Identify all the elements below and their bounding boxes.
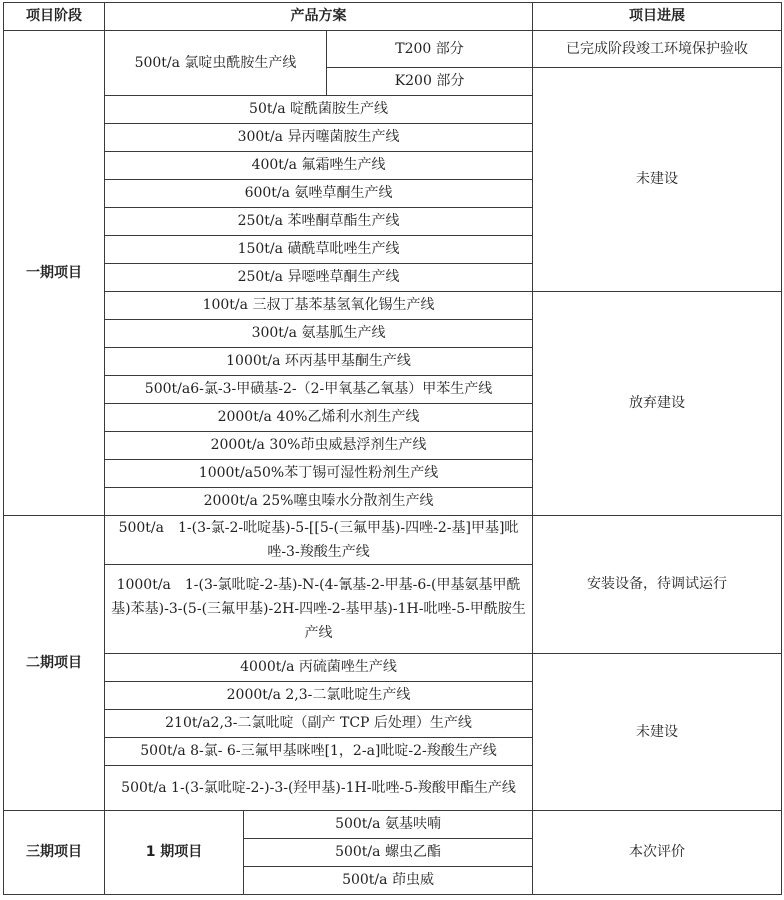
- product-line: 50t/a 啶酰菌胺生产线: [105, 96, 533, 124]
- phase3-label: 三期项目: [4, 811, 105, 895]
- product-line: 2000t/a 2,3-二氯吡啶生产线: [105, 682, 533, 710]
- product-line: 500t/a 8-氯- 6-三氟甲基咪唑[1，2-a]吡啶-2-羧酸生产线: [105, 738, 533, 766]
- product-line: 500t/a 茚虫威: [244, 867, 533, 895]
- phase3-status: 本次评价: [533, 811, 782, 895]
- phase1-t200: T200 部分: [327, 31, 533, 68]
- product-line: 500t/a 1-(3-氯吡啶-2-)-3-(羟甲基)-1H-吡唑-5-羧酸甲酯生产线: [105, 766, 533, 811]
- product-line: 2000t/a 25%噻虫嗪水分散剂生产线: [105, 488, 533, 516]
- product-line: 4000t/a 丙硫菌唑生产线: [105, 654, 533, 682]
- product-line: 2000t/a 40%乙烯利水剂生产线: [105, 404, 533, 432]
- phase1-main-line: 500t/a 氯啶虫酰胺生产线: [105, 31, 327, 96]
- product-line: 500t/a6-氯-3-甲磺基-2-（2-甲氧基乙氧基）甲苯生产线: [105, 376, 533, 404]
- product-line: 150t/a 磺酰草吡唑生产线: [105, 236, 533, 264]
- product-line: 300t/a 氨基胍生产线: [105, 320, 533, 348]
- header-progress: 项目进展: [533, 3, 782, 31]
- product-line: 1000t/a50%苯丁锡可湿性粉剂生产线: [105, 460, 533, 488]
- phase1-status-accepted: 已完成阶段竣工环境保护验收: [533, 31, 782, 68]
- product-line: 500t/a 氨基呋喃: [244, 811, 533, 839]
- phase2-label: 二期项目: [4, 516, 105, 811]
- product-line: 600t/a 氨唑草酮生产线: [105, 180, 533, 208]
- product-line: 500t/a 1-(3-氯-2-吡啶基)-5-[[5-(三氟甲基)-四唑-2-基]甲基]吡唑-3-羧酸生产线: [105, 516, 533, 565]
- phase2-status-not-built: 未建设: [533, 654, 782, 811]
- product-line: 1000t/a 1-(3-氯吡啶-2-基)-N-(4-氰基-2-甲基-6-(甲基氨基甲酰基)苯基)-3-(5-(三氟甲基)-2H-四唑-2-基甲基)-1H-吡唑-5-甲酰胺生产线: [105, 565, 533, 654]
- phase1-label: 一期项目: [4, 31, 105, 516]
- product-line: 250t/a 异噁唑草酮生产线: [105, 264, 533, 292]
- phase2-status-installing: 安装设备，待调试运行: [533, 516, 782, 654]
- product-line: 500t/a 螺虫乙酯: [244, 839, 533, 867]
- project-table: [3, 2, 782, 895]
- header-product: 产品方案: [105, 3, 533, 31]
- header-row: [4, 3, 782, 31]
- header-stage: 项目阶段: [4, 3, 105, 31]
- phase1-status-abandoned: 放弃建设: [533, 292, 782, 516]
- phase3-sub-label: 1 期项目: [105, 811, 244, 895]
- product-line: 250t/a 苯唑酮草酯生产线: [105, 208, 533, 236]
- product-line: 2000t/a 30%茚虫威悬浮剂生产线: [105, 432, 533, 460]
- product-line: 300t/a 异丙噻菌胺生产线: [105, 124, 533, 152]
- product-line: 100t/a 三叔丁基苯基氢氧化锡生产线: [105, 292, 533, 320]
- phase1-status-not-built: 未建设: [533, 68, 782, 292]
- product-line: 400t/a 氟霜唑生产线: [105, 152, 533, 180]
- product-line: 1000t/a 环丙基甲基酮生产线: [105, 348, 533, 376]
- phase1-k200: K200 部分: [327, 68, 533, 96]
- product-line: 210t/a2,3-二氯吡啶（副产 TCP 后处理）生产线: [105, 710, 533, 738]
